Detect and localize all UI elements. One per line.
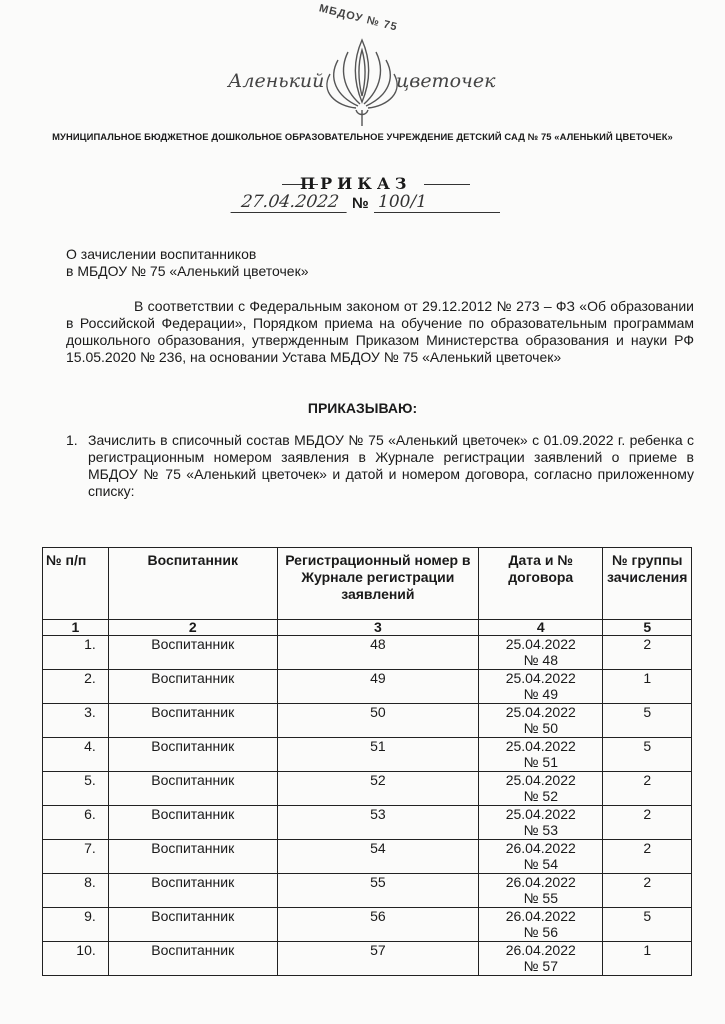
group-cell: 2 <box>603 840 692 874</box>
contract-cell <box>479 806 603 840</box>
table-row <box>43 636 692 670</box>
logo-right-text: цветочек <box>396 70 496 92</box>
subject-line-2: в МБДОУ № 75 «Аленький цветочек» <box>66 263 309 279</box>
preamble-text: В соответствии с Федеральным законом от 29.12.2012 № 273 – ФЗ «Об образовании в Российской Федерации», Порядком приема на обучение по образовательным программам дошкольного образования, утвержденным Приказом Министерства образования и науки РФ 15.05.2020 № 236, на основании Устава МБДОУ № 75 «Аленький цветочек» <box>66 298 694 365</box>
column-number-row <box>43 620 692 636</box>
col-number: 1 <box>43 620 109 636</box>
contract-cell <box>479 874 603 908</box>
contract-cell <box>479 670 603 704</box>
table-row <box>43 908 692 942</box>
group-cell: 2 <box>603 636 692 670</box>
col-number: 5 <box>603 620 692 636</box>
pupil-cell: Воспитанник <box>108 908 277 942</box>
group-cell: 5 <box>603 908 692 942</box>
registration-number-cell: 54 <box>277 840 478 874</box>
col-header-pupil: Воспитанник <box>108 548 277 620</box>
order-number-label: № <box>352 195 369 212</box>
pupil-cell: Воспитанник <box>108 772 277 806</box>
contract-cell <box>479 840 603 874</box>
pupil-cell: Воспитанник <box>108 874 277 908</box>
contract-date: 25.04.2022 <box>505 772 576 788</box>
col-header-number: № п/п <box>43 548 109 620</box>
title-rule-right <box>424 184 470 185</box>
col-number: 2 <box>108 620 277 636</box>
registration-number-cell: 49 <box>277 670 478 704</box>
pupil-cell: Воспитанник <box>108 942 277 976</box>
contract-number: № 56 <box>523 924 558 940</box>
table-row <box>43 738 692 772</box>
group-cell: 1 <box>603 942 692 976</box>
contract-cell <box>479 772 603 806</box>
contract-cell <box>479 636 603 670</box>
table-row <box>43 942 692 976</box>
pupil-cell: Воспитанник <box>108 704 277 738</box>
contract-cell <box>479 738 603 772</box>
contract-date: 26.04.2022 <box>505 908 576 924</box>
order-title: ПРИКАЗ <box>300 174 412 193</box>
contract-date: 26.04.2022 <box>505 840 576 856</box>
pupil-cell: Воспитанник <box>108 738 277 772</box>
pupil-cell: Воспитанник <box>108 806 277 840</box>
enrollment-table <box>42 547 692 976</box>
col-header-group: № группы зачисления <box>603 548 692 620</box>
order-number: 100/1 <box>374 192 500 213</box>
group-cell: 2 <box>603 806 692 840</box>
group-cell: 5 <box>603 738 692 772</box>
contract-date: 25.04.2022 <box>505 738 576 754</box>
group-cell: 1 <box>603 670 692 704</box>
table-row <box>43 840 692 874</box>
contract-number: № 55 <box>523 890 558 906</box>
organization-name: МУНИЦИПАЛЬНОЕ БЮДЖЕТНОЕ ДОШКОЛЬНОЕ ОБРАЗОВАТЕЛЬНОЕ УЧРЕЖДЕНИЕ ДЕТСКИЙ САД № 75 «АЛЕНЬКИЙ ЦВЕТОЧЕК» <box>52 131 673 142</box>
group-cell: 2 <box>603 874 692 908</box>
order-subject <box>66 246 309 280</box>
contract-number: № 51 <box>523 754 558 770</box>
col-number: 3 <box>277 620 478 636</box>
contract-date: 26.04.2022 <box>505 874 576 890</box>
contract-number: № 54 <box>523 856 558 872</box>
registration-number-cell: 48 <box>277 636 478 670</box>
contract-cell <box>479 942 603 976</box>
pupil-cell: Воспитанник <box>108 840 277 874</box>
contract-date: 26.04.2022 <box>505 942 576 958</box>
table-row <box>43 874 692 908</box>
logo-left-text: Аленький <box>228 70 325 92</box>
row-number: 4. <box>43 738 109 772</box>
registration-number-cell: 50 <box>277 704 478 738</box>
item-text: Зачислить в списочный состав МБДОУ № 75 «Аленький цветочек» с 01.09.2022 г. ребенка с регистрационным номером заявления в Журнале регистрации заявлений о приеме в МБДОУ № 75 «Аленький цветочек» и датой и номером договора, согласно приложенному списку: <box>88 432 694 499</box>
contract-number: № 53 <box>523 822 558 838</box>
registration-number-cell: 52 <box>277 772 478 806</box>
table-row <box>43 704 692 738</box>
contract-number: № 52 <box>523 788 558 804</box>
row-number: 1. <box>43 636 109 670</box>
group-cell: 2 <box>603 772 692 806</box>
pupil-cell: Воспитанник <box>108 670 277 704</box>
registration-number-cell: 53 <box>277 806 478 840</box>
preamble-paragraph <box>66 298 694 366</box>
contract-cell <box>479 704 603 738</box>
contract-number: № 50 <box>523 720 558 736</box>
registration-number-cell: 51 <box>277 738 478 772</box>
row-number: 10. <box>43 942 109 976</box>
row-number: 8. <box>43 874 109 908</box>
row-number: 6. <box>43 806 109 840</box>
contract-date: 25.04.2022 <box>505 670 576 686</box>
group-cell: 5 <box>603 704 692 738</box>
table-row <box>43 806 692 840</box>
contract-cell <box>479 908 603 942</box>
row-number: 2. <box>43 670 109 704</box>
table-header-row <box>43 548 692 620</box>
col-number: 4 <box>479 620 603 636</box>
pupil-cell: Воспитанник <box>108 636 277 670</box>
contract-date: 25.04.2022 <box>505 704 576 720</box>
row-number: 3. <box>43 704 109 738</box>
col-header-contract: Дата и № договора <box>479 548 603 620</box>
subject-line-1: О зачислении воспитанников <box>66 246 257 262</box>
contract-number: № 48 <box>523 652 558 668</box>
row-number: 5. <box>43 772 109 806</box>
item-number: 1. <box>66 432 78 448</box>
logo-arc-text: МБДОУ № 75 <box>317 2 399 34</box>
row-number: 7. <box>43 840 109 874</box>
table-row <box>43 670 692 704</box>
table-row <box>43 772 692 806</box>
registration-number-cell: 55 <box>277 874 478 908</box>
registration-number-cell: 56 <box>277 908 478 942</box>
contract-date: 25.04.2022 <box>505 636 576 652</box>
contract-date: 25.04.2022 <box>505 806 576 822</box>
registration-number-cell: 57 <box>277 942 478 976</box>
decree-heading: ПРИКАЗЫВАЮ: <box>307 400 418 416</box>
contract-number: № 57 <box>523 958 558 974</box>
row-number: 9. <box>43 908 109 942</box>
col-header-registration: Регистрационный номер в Журнале регистрации заявлений <box>277 548 478 620</box>
table-body <box>43 636 692 976</box>
order-date: 27.04.2022 <box>231 192 350 213</box>
contract-number: № 49 <box>523 686 558 702</box>
